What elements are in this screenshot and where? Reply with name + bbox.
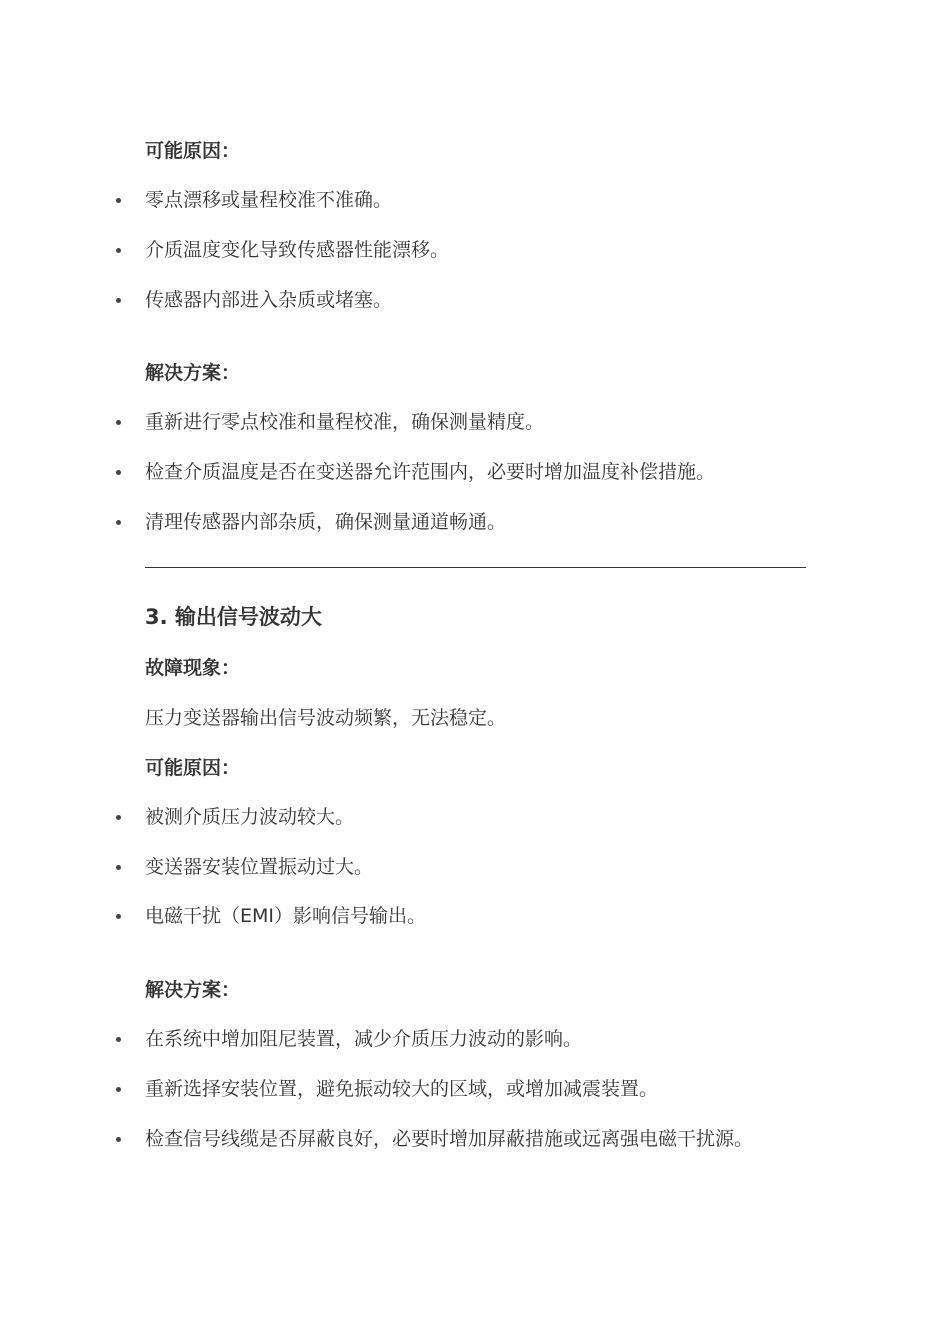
causes-heading: 可能原因： bbox=[145, 140, 241, 162]
list-item: 检查介质温度是否在变送器允许范围内，必要时增加温度补偿措施。 bbox=[145, 447, 810, 497]
horizontal-divider bbox=[145, 567, 806, 568]
list-item: 在系统中增加阻尼装置，减少介质压力波动的影响。 bbox=[145, 1014, 810, 1064]
list-item: 电磁干扰（EMI）影响信号输出。 bbox=[145, 891, 810, 941]
symptom-heading: 故障现象： bbox=[145, 657, 241, 679]
solutions-heading: 解决方案： bbox=[145, 979, 241, 1001]
symptom-text: 压力变送器输出信号波动频繁，无法稳定。 bbox=[145, 707, 507, 729]
list-item: 介质温度变化导致传感器性能漂移。 bbox=[145, 225, 810, 275]
causes-heading: 可能原因： bbox=[145, 757, 241, 779]
list-item: 零点漂移或量程校准不准确。 bbox=[145, 175, 810, 225]
solutions-heading: 解决方案： bbox=[145, 362, 241, 384]
list-item: 被测介质压力波动较大。 bbox=[145, 792, 810, 842]
list-item: 变送器安装位置振动过大。 bbox=[145, 842, 810, 892]
list-item: 清理传感器内部杂质，确保测量通道畅通。 bbox=[145, 497, 810, 547]
list-item: 重新选择安装位置，避免振动较大的区域，或增加减震装置。 bbox=[145, 1064, 810, 1114]
list-item: 检查信号线缆是否屏蔽良好，必要时增加屏蔽措施或远离强电磁干扰源。 bbox=[145, 1114, 805, 1164]
list-item: 传感器内部进入杂质或堵塞。 bbox=[145, 275, 810, 325]
list-item: 重新进行零点校准和量程校准，确保测量精度。 bbox=[145, 397, 810, 447]
section-title: 3. 输出信号波动大 bbox=[145, 605, 322, 629]
